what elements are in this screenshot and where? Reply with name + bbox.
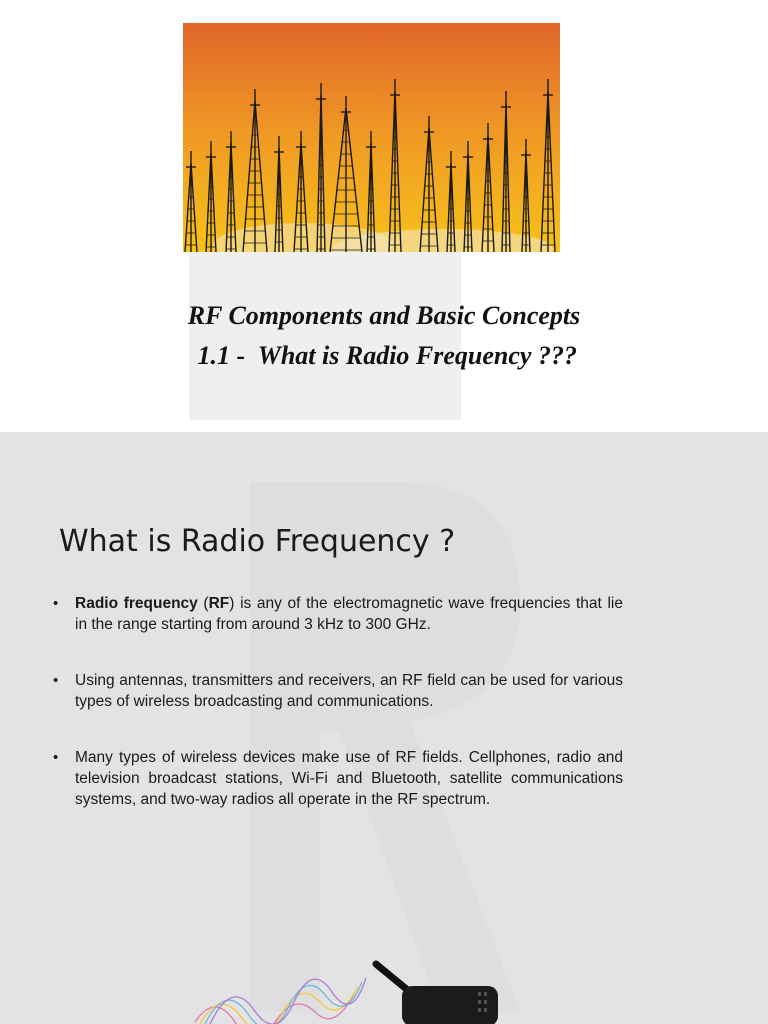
bullet-text: Using antennas, transmitters and receivers, an RF field can be used for various types of wireless broadcasting and communications. bbox=[75, 672, 623, 710]
signal-wave-icon bbox=[200, 986, 358, 1024]
bullet-item-1 bbox=[51, 593, 623, 635]
antenna-towers-image bbox=[183, 23, 560, 252]
slide-2 bbox=[0, 432, 768, 1024]
title-line-1: RF Components and Basic Concepts bbox=[187, 301, 581, 330]
bullet-text: Many types of wireless devices make use of RF fields. Cellphones, radio and television broadcast stations, Wi-Fi and Bluetooth, satellite communications systems, and two-way radios all operate in the RF spectrum. bbox=[75, 749, 623, 808]
slide-1 bbox=[0, 0, 768, 432]
bullet-item-3 bbox=[51, 747, 623, 810]
slide-title bbox=[0, 296, 768, 376]
bullet-list bbox=[51, 593, 623, 845]
term-radio-frequency: Radio frequency bbox=[75, 595, 198, 612]
bullet-dot: • bbox=[53, 672, 59, 689]
title-line-2: 1.1 - What is Radio Frequency ??? bbox=[191, 341, 577, 370]
bullet-text: ) is any of the electromagnetic wave frequencies that lie in the range starting from around 3 kHz to 300 GHz. bbox=[75, 595, 623, 633]
term-rf: RF bbox=[208, 595, 230, 612]
bullet-text: ( bbox=[197, 595, 209, 612]
slide-heading: What is Radio Frequency ? bbox=[59, 524, 456, 560]
signal-wave-icon bbox=[205, 982, 362, 1024]
bullet-dot: • bbox=[53, 749, 59, 766]
bullet-item-2 bbox=[51, 670, 623, 712]
router-icon bbox=[376, 964, 498, 1024]
bullet-dot: • bbox=[53, 595, 59, 612]
router-signal-illustration bbox=[180, 952, 510, 1024]
